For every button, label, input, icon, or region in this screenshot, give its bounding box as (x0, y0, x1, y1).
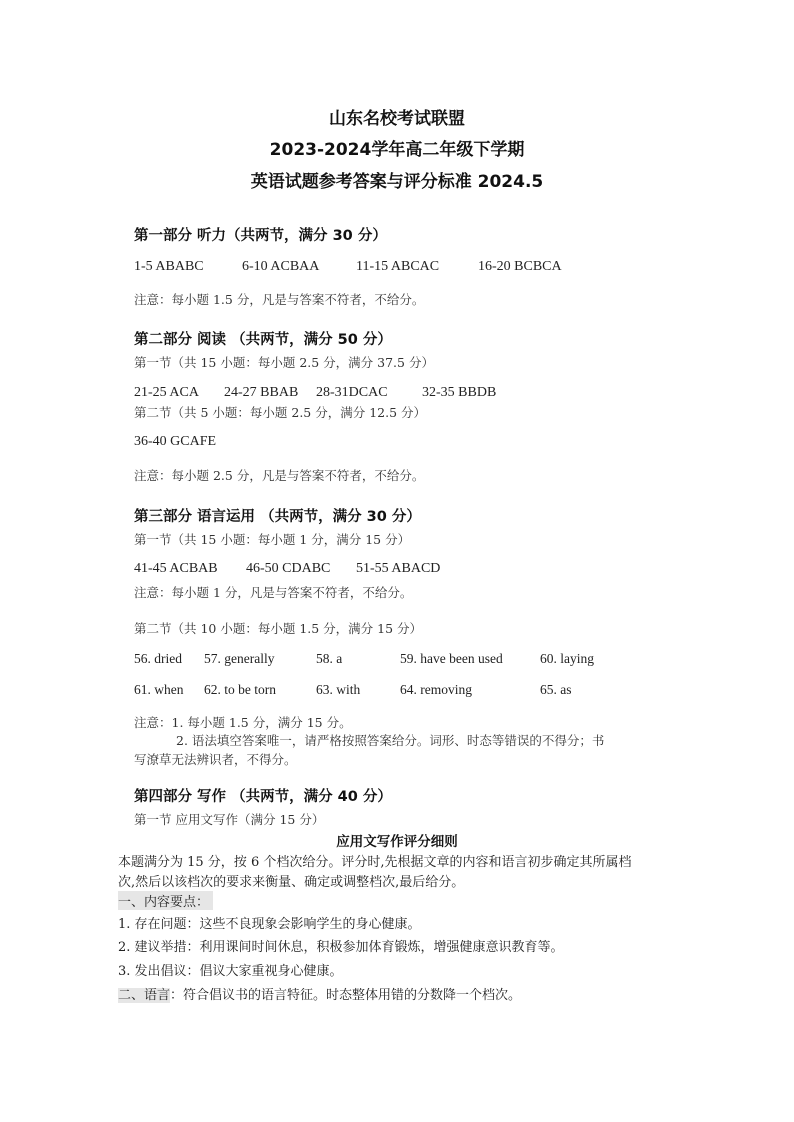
blank-answer: 56. dried (134, 651, 182, 666)
content-point: 2. 建议举措：利用课间时间休息，积极参加体育锻炼，增强健康意识教育等。 (118, 940, 564, 955)
doc-title-term: 2023-2024学年高二年级下学期 (269, 140, 525, 160)
part1-heading: 第一部分 听力（共两节，满分 30 分） (134, 228, 387, 244)
answer-group: 21-25 ACA (134, 385, 199, 400)
content-point: 1. 存在问题：这些不良现象会影响学生的身心健康。 (118, 917, 421, 932)
blank-answer: 57. generally (204, 651, 275, 666)
part4-para-line2: 次,然后以该档次的要求来衡量、确定或调整档次,最后给分。 (118, 875, 465, 890)
part3-heading: 第三部分 语言运用 （共两节，满分 30 分） (134, 509, 421, 525)
part3-note1: 注意：每小题 1 分，凡是与答案不符者，不给分。 (134, 585, 413, 600)
answer-group: 1-5 ABABC (134, 259, 204, 274)
answer-group: 51-55 ABACD (356, 561, 441, 576)
blank-answer: 58. a (316, 651, 343, 666)
part2-section1: 第一节（共 15 小题：每小题 2.5 分，满分 37.5 分） (134, 355, 434, 370)
answer-group: 32-35 BBDB (422, 385, 497, 400)
part2-note: 注意：每小题 2.5 分，凡是与答案不符者，不给分。 (134, 468, 425, 483)
answer-group: 41-45 ACBAB (134, 561, 218, 576)
doc-title-subject: 英语试题参考答案与评分标准 2024.5 (250, 172, 544, 192)
part3-section1: 第一节（共 15 小题：每小题 1 分，满分 15 分） (134, 532, 411, 547)
part1-note: 注意：每小题 1.5 分，凡是与答案不符者，不给分。 (134, 292, 425, 307)
part3-note2-line3: 写潦草无法辨识者，不得分。 (134, 752, 297, 767)
part4-para-line1: 本题满分为 15 分，按 6 个档次给分。评分时,先根据文章的内容和语言初步确定其所属档 (118, 855, 632, 870)
part2-answers1 (134, 385, 694, 405)
part4-section1: 第一节 应用文写作（满分 15 分） (134, 812, 325, 827)
answer-group: 16-20 BCBCA (478, 259, 562, 274)
blank-answer: 64. removing (400, 682, 472, 697)
blank-answer: 59. have been used (400, 651, 503, 666)
part2-section2: 第二节（共 5 小题：每小题 2.5 分，满分 12.5 分） (134, 405, 427, 420)
answer-group: 46-50 CDABC (246, 561, 331, 576)
blank-answer: 61. when (134, 682, 184, 697)
part3-note2-line2: 2. 语法填空答案唯一，请严格按照答案给分。词形、时态等错误的不得分；书 (176, 733, 605, 748)
part2-heading: 第二部分 阅读 （共两节，满分 50 分） (134, 332, 392, 348)
blank-answer: 62. to be torn (204, 682, 276, 697)
part1-answers (134, 259, 694, 279)
part3-row1 (134, 651, 694, 671)
blank-answer: 65. as (540, 682, 572, 697)
answer-group: 6-10 ACBAA (242, 259, 320, 274)
content-point: 3. 发出倡议：倡议大家重视身心健康。 (118, 964, 343, 979)
language-text: ：符合倡议书的语言特征。时态整体用错的分数降一个档次。 (170, 988, 522, 1003)
part3-answers1 (134, 561, 694, 581)
blank-answer: 63. with (316, 682, 361, 697)
part3-note2-line1: 注意：1. 每小题 1.5 分，满分 15 分。 (134, 715, 352, 730)
blank-answer: 60. laying (540, 651, 594, 666)
part2-answers2: 36-40 GCAFE (134, 434, 217, 449)
language-label: 二、语言 (118, 988, 171, 1003)
answer-group: 11-15 ABCAC (356, 259, 440, 274)
part3-row2 (134, 682, 694, 702)
answer-group: 24-27 BBAB (224, 385, 299, 400)
part3-section2: 第二节（共 10 小题：每小题 1.5 分，满分 15 分） (134, 621, 423, 636)
answer-group: 28-31DCAC (316, 385, 388, 400)
part4-heading: 第四部分 写作 （共两节，满分 40 分） (134, 789, 392, 805)
part4-subtitle: 应用文写作评分细则 (336, 834, 458, 850)
doc-title-org: 山东名校考试联盟 (329, 109, 465, 129)
language-line (118, 984, 521, 1003)
content-points-label: 一、内容要点： (118, 891, 213, 910)
